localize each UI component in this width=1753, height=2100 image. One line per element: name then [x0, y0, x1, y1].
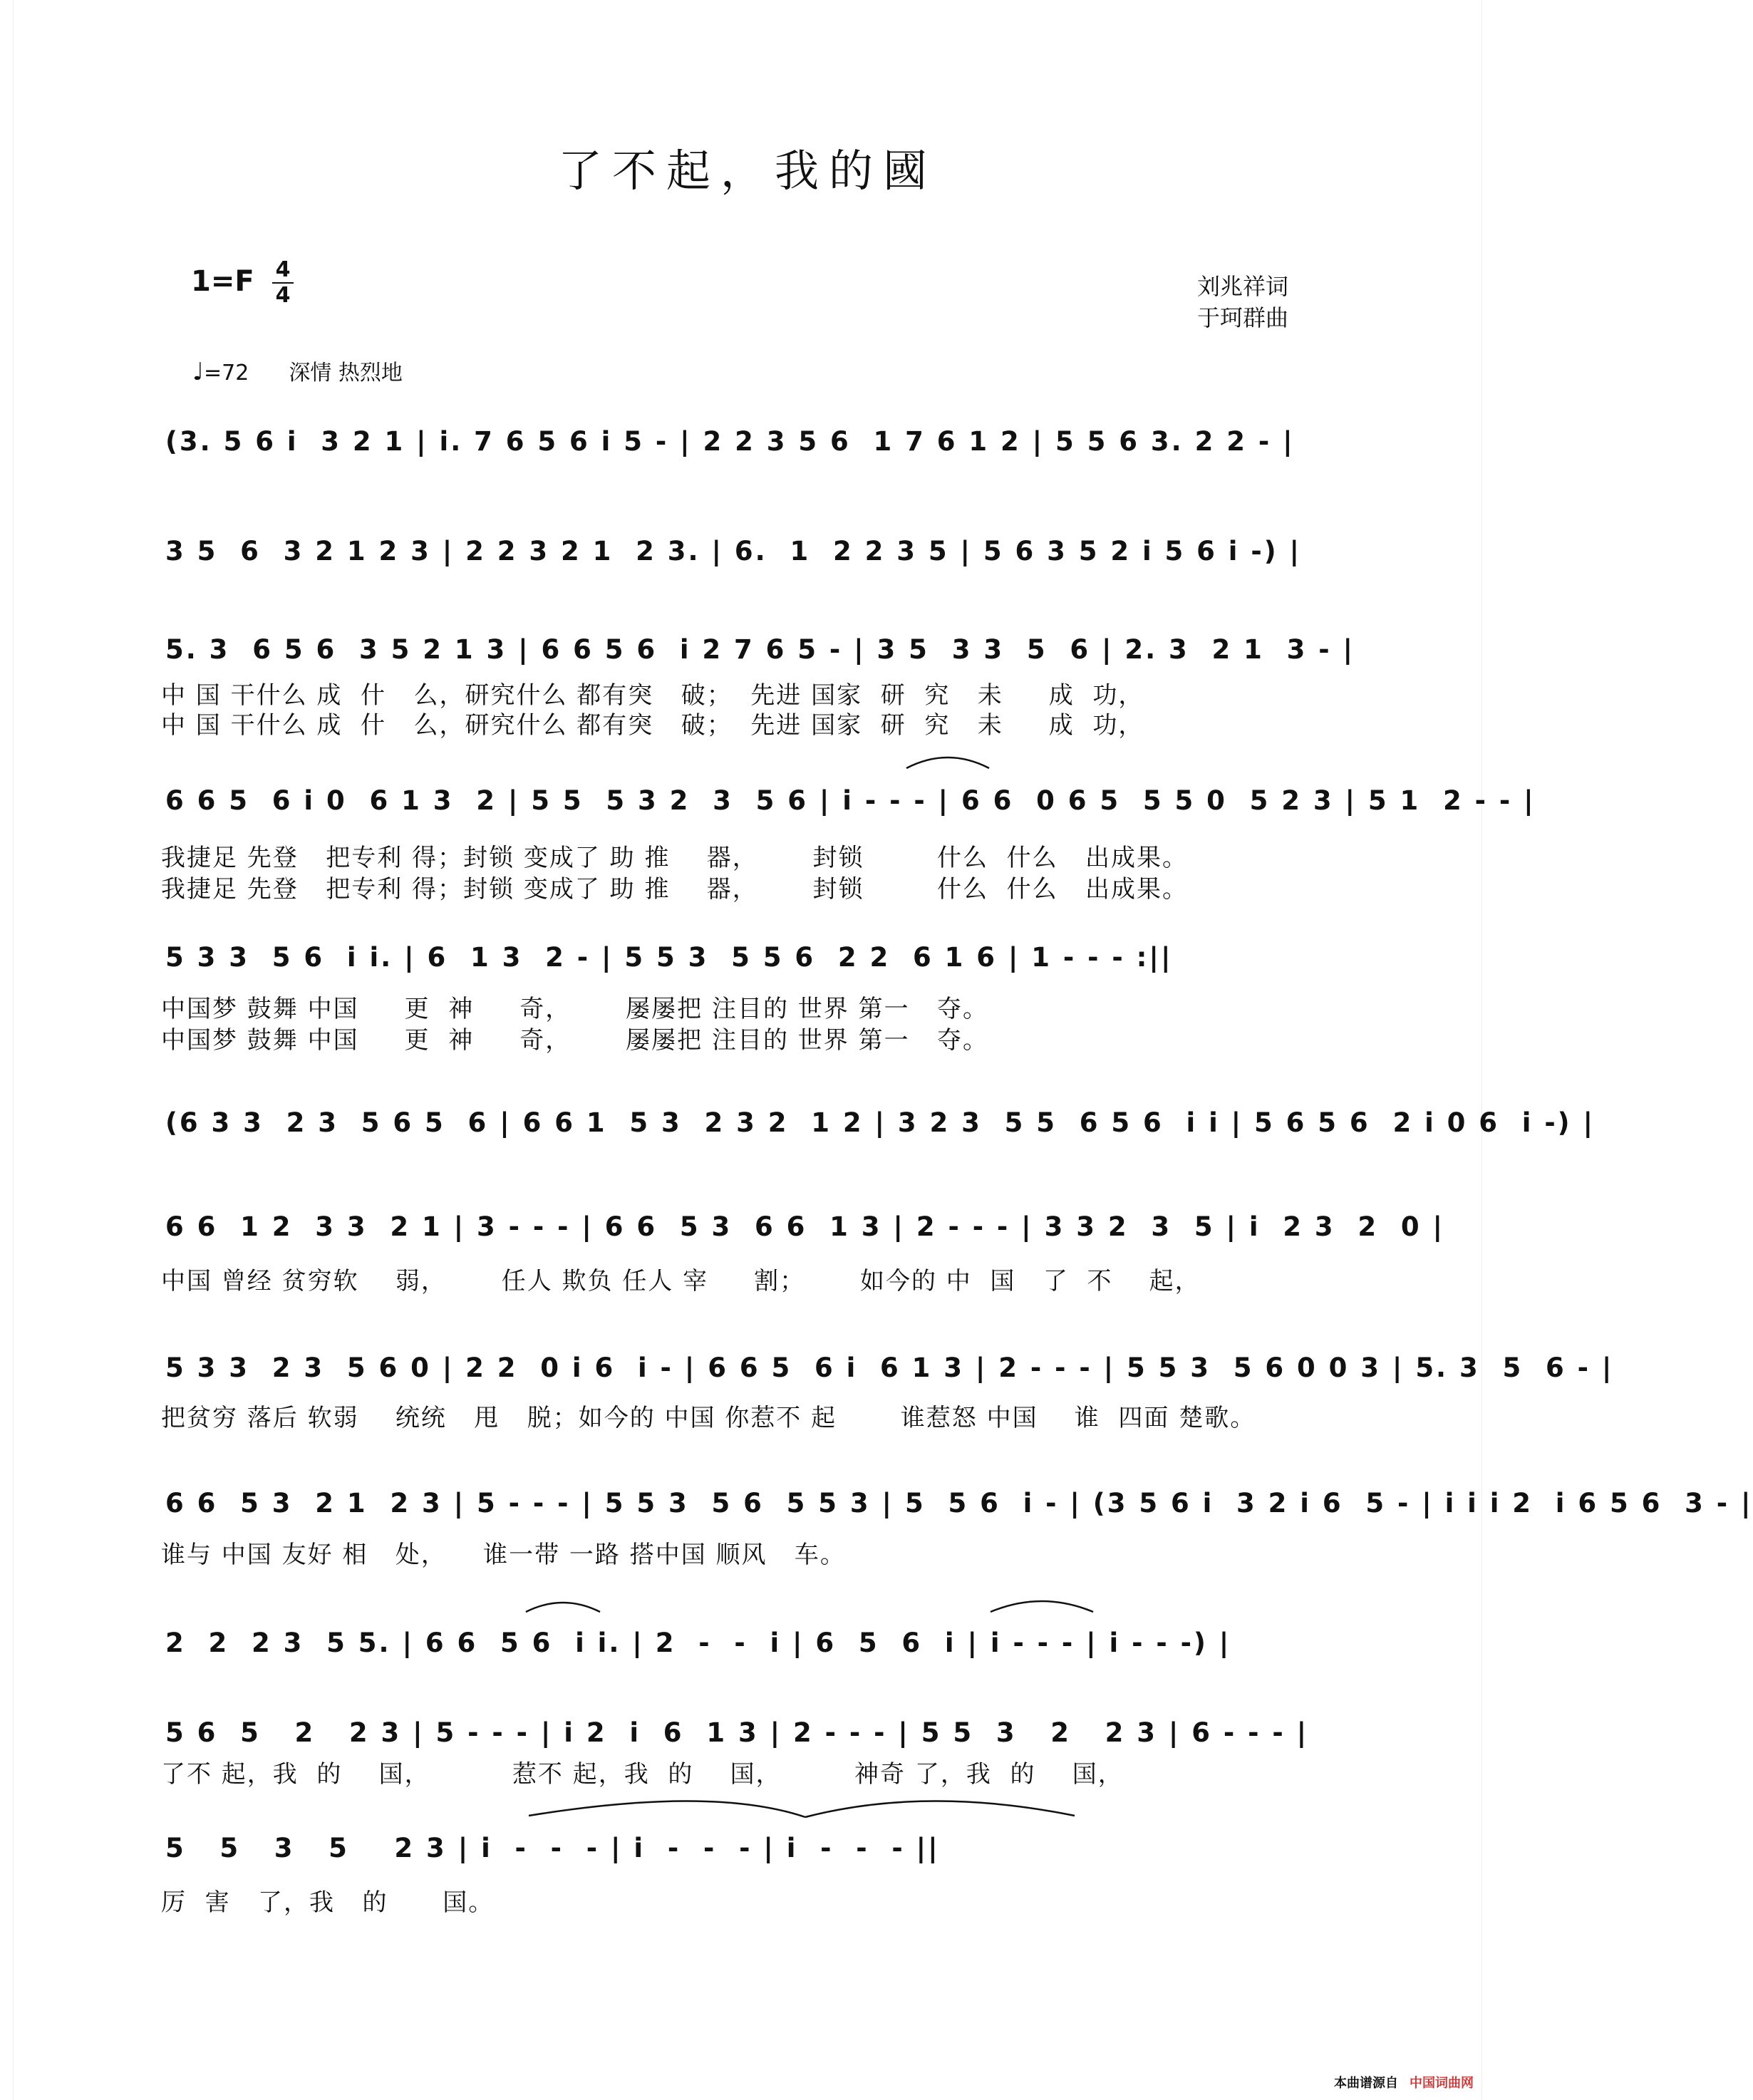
score-line-8-music: 5 3 3 2 3 5 6 0 | 2 2 0 i 6 i - | 6 6 5 6 i 6 1 3 | 2 - - - | 5 5 3 5 6 0 0 3 | 5. 3 5 6 - | [165, 1352, 1614, 1383]
score-line-8-lyric: 把贫穷 落后 软弱 统统 甩 脱；如今的 中国 你惹不 起 谁惹怒 中国 谁 四面 楚歌。 [161, 1404, 1256, 1432]
score-line-6-music: (6 3 3 2 3 5 6 5 6 | 6 6 1 5 3 2 3 2 1 2 | 3 2 3 5 5 6 5 6 i i | 5 6 5 6 2 i 0 6 i -) | [165, 1107, 1595, 1138]
meter-bottom: 4 [275, 283, 291, 308]
slur-tie [991, 1601, 1093, 1612]
score-line-4-lyric-2: 我捷足 先登 把专利 得；封锁 变成了 助 推 器， 封锁 什么 什么 出成果。 [161, 875, 1189, 904]
song-title: 了不起，我的國 [557, 145, 937, 197]
score-line-11-music: 5 6 5 2 2 3 | 5 - - - | i 2 i 6 1 3 | 2 - - - | 5 5 3 2 2 3 | 6 - - - | [165, 1717, 1309, 1748]
score-line-5-music: 5 3 3 5 6 i i. | 6 1 3 2 - | 5 5 3 5 5 6 2 2 6 1 6 | 1 - - - :|| [165, 942, 1173, 973]
composer: 于珂群曲 [1196, 304, 1288, 331]
score-line-4-music: 6 6 5 6 i 0 6 1 3 2 | 5 5 5 3 2 3 5 6 | i - - - | 6 6 0 6 5 5 5 0 5 2 3 | 5 1 2 - - | [165, 785, 1536, 816]
footer-source: 本曲谱源自 [1334, 2076, 1398, 2091]
score-line-2-music: 3 5 6 3 2 1 2 3 | 2 2 3 2 1 2 3. | 6. 1 2 2 3 5 | 5 6 3 5 2 i 5 6 i -) | [165, 536, 1302, 567]
expression-mark: 深情 热烈地 [289, 361, 403, 386]
slur-tie [529, 1801, 805, 1817]
score-line-9-music: 6 6 5 3 2 1 2 3 | 5 - - - | 5 5 3 5 6 5 5 3 | 5 5 6 i - | (3 5 6 i 3 2 i 6 5 - | i i i 2 i 6 5 6 3 - | [165, 1488, 1753, 1519]
tempo-bpm: =72 [204, 361, 249, 386]
score-line-3-music: 5. 3 6 5 6 3 5 2 1 3 | 6 6 5 6 i 2 7 6 5 - | 3 5 3 3 5 6 | 2. 3 2 1 3 - | [165, 634, 1355, 665]
score-line-3-lyric-1: 中 国 干什么 成 什 么，研究什么 都有突 破； 先进 国家 研 究 未 成 功， [161, 681, 1144, 710]
slur-tie [526, 1603, 600, 1612]
score-line-12-lyric: 厉 害 了，我 的 国。 [161, 1888, 495, 1917]
score-line-1-music: (3. 5 6 i 3 2 1 | i. 7 6 5 6 i 5 - | 2 2 3 5 6 1 7 6 1 2 | 5 5 6 3. 2 2 - | [165, 426, 1295, 457]
slur-tie [906, 757, 989, 768]
slur-tie [805, 1801, 1075, 1817]
lyricist: 刘兆祥词 [1196, 273, 1288, 300]
score-line-3-lyric-2: 中 国 干什么 成 什 么，研究什么 都有突 破； 先进 国家 研 究 未 成 功， [161, 711, 1144, 740]
score-line-7-music: 6 6 1 2 3 3 2 1 | 3 - - - | 6 6 5 3 6 6 1 3 | 2 - - - | 3 3 2 3 5 | i 2 3 2 0 | [165, 1211, 1445, 1242]
score-line-5-lyric-1: 中国梦 鼓舞 中国 更 神 奇， 屡屡把 注目的 世界 第一 夺。 [161, 995, 988, 1023]
meter-top: 4 [272, 258, 294, 284]
quarter-note-icon: ♩ [192, 358, 205, 386]
score-line-9-lyric: 谁与 中国 友好 相 处， 谁一带 一路 搭中国 顺风 车。 [161, 1541, 846, 1569]
score-line-11-lyric: 了不 起，我 的 国， 惹不 起，我 的 国， 神奇 了，我 的 国， [161, 1760, 1124, 1789]
key-signature: 1=F [191, 265, 254, 298]
score-line-4-lyric-1: 我捷足 先登 把专利 得；封锁 变成了 助 推 器， 封锁 什么 什么 出成果。 [161, 844, 1189, 872]
score-line-7-lyric: 中国 曾经 贫穷软 弱， 任人 欺负 任人 宰 割； 如今的 中 国 了 不 起， [161, 1267, 1201, 1295]
footer-brand: 中国词曲网 [1410, 2076, 1474, 2091]
score-line-10-music: 2 2 2 3 5 5. | 6 6 5 6 i i. | 2 - - i | 6 5 6 i | i - - - | i - - -) | [165, 1628, 1231, 1658]
score-line-12-music: 5 5 3 5 2 3 | i - - - | i - - - | i - - - || [165, 1833, 940, 1863]
footer-watermark [1334, 2073, 1474, 2091]
score-line-5-lyric-2: 中国梦 鼓舞 中国 更 神 奇， 屡屡把 注目的 世界 第一 夺。 [161, 1026, 988, 1055]
